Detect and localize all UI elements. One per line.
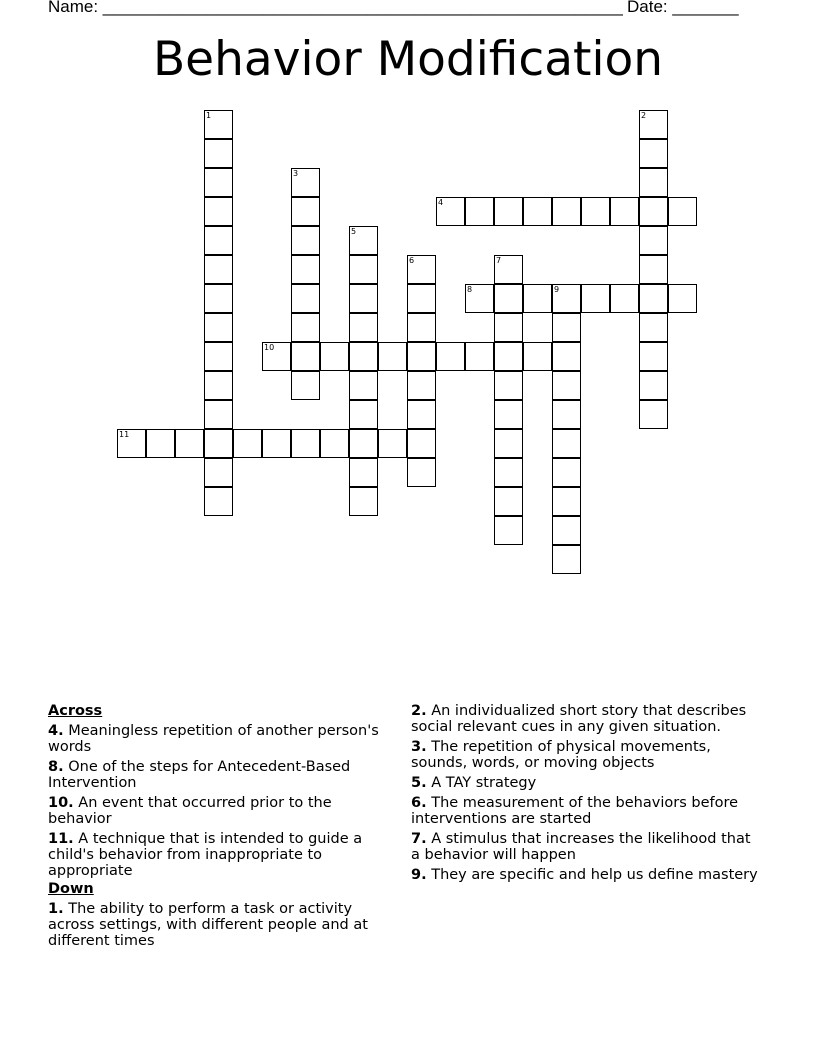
grid-cell[interactable] [204,139,233,168]
grid-cell[interactable] [494,342,523,371]
clue-number-label: 1 [206,111,212,120]
grid-cell[interactable] [523,197,552,226]
clue-down-6 [411,795,761,827]
grid-cell[interactable] [204,313,233,342]
grid-cell[interactable] [320,429,349,458]
grid-cell[interactable] [204,226,233,255]
grid-cell[interactable] [552,458,581,487]
grid-cell[interactable] [523,342,552,371]
clue-text: The ability to perform a task or activity across settings, with different people and at different times [48,901,368,949]
clue-number-label: 6 [409,256,415,265]
clue-number-label: 2 [641,111,647,120]
puzzle-title: Behavior Modification [152,32,664,87]
clue-number: 6. [411,795,427,811]
clue-down-5 [411,775,761,791]
grid-cell[interactable] [349,400,378,429]
clue-text: An event that occurred prior to the behavior [48,795,332,827]
clue-across-8 [48,759,393,791]
grid-cell[interactable] [291,255,320,284]
clue-number: 5. [411,775,427,791]
grid-cell[interactable] [349,371,378,400]
grid-cell[interactable] [639,110,668,139]
clue-down-9 [411,867,761,883]
grid-cell[interactable] [262,342,291,371]
grid-cell[interactable] [465,342,494,371]
grid-cell[interactable] [639,342,668,371]
grid-cell[interactable] [523,284,552,313]
grid-cell[interactable] [552,371,581,400]
grid-cell[interactable] [291,371,320,400]
grid-cell[interactable] [407,284,436,313]
name-line: Name: _______________________________________________________ [48,0,623,16]
clue-text: A TAY strategy [431,775,537,791]
grid-cell[interactable] [204,429,233,458]
clue-number-label: 8 [467,285,473,294]
grid-cell[interactable] [465,197,494,226]
clues-right-column [411,703,761,887]
grid-cell[interactable] [494,371,523,400]
grid-cell[interactable] [552,313,581,342]
grid-cell[interactable] [204,168,233,197]
clue-number-label: 7 [496,256,502,265]
grid-cell[interactable] [291,284,320,313]
grid-cell[interactable] [407,458,436,487]
clue-text: The measurement of the behaviors before interventions are started [411,795,739,827]
grid-cell[interactable] [407,400,436,429]
grid-cell[interactable] [610,284,639,313]
date-line: Date: _______ [627,0,739,16]
grid-cell[interactable] [291,168,320,197]
grid-cell[interactable] [552,197,581,226]
clue-down-3 [411,739,761,771]
clue-number: 7. [411,831,427,847]
clue-text: The repetition of physical movements, sounds, words, or moving objects [411,739,711,771]
clue-number: 11. [48,831,74,847]
clue-text: They are specific and help us define mastery [431,867,758,883]
grid-cell[interactable] [407,371,436,400]
grid-cell[interactable] [349,429,378,458]
grid-cell[interactable] [494,284,523,313]
grid-cell[interactable] [291,313,320,342]
grid-cell[interactable] [407,342,436,371]
grid-cell[interactable] [407,429,436,458]
grid-cell[interactable] [320,342,349,371]
grid-cell[interactable] [552,284,581,313]
grid-cell[interactable] [639,313,668,342]
clue-number: 10. [48,795,74,811]
grid-cell[interactable] [639,371,668,400]
grid-cell[interactable] [639,226,668,255]
grid-cell[interactable] [349,284,378,313]
grid-cell[interactable] [262,429,291,458]
grid-cell[interactable] [117,429,146,458]
grid-cell[interactable] [204,400,233,429]
grid-cell[interactable] [349,458,378,487]
grid-cell[interactable] [349,487,378,516]
grid-cell[interactable] [291,429,320,458]
grid-cell[interactable] [146,429,175,458]
grid-cell[interactable] [639,284,668,313]
grid-cell[interactable] [349,342,378,371]
grid-cell[interactable] [204,197,233,226]
grid-cell[interactable] [552,545,581,574]
grid-cell[interactable] [407,255,436,284]
grid-cell[interactable] [291,226,320,255]
grid-cell[interactable] [204,487,233,516]
grid-cell[interactable] [291,197,320,226]
clues-left-column [48,703,393,953]
grid-cell[interactable] [668,284,697,313]
clue-text: A technique that is intended to guide a child's behavior from inappropriate to appropriate [48,831,363,879]
grid-cell[interactable] [494,255,523,284]
grid-cell[interactable] [668,197,697,226]
clue-down-2 [411,703,761,735]
grid-cell[interactable] [349,226,378,255]
clue-down-1 [48,901,393,949]
grid-cell[interactable] [639,168,668,197]
grid-cell[interactable] [494,429,523,458]
across-heading: Across [48,703,103,719]
grid-cell[interactable] [378,429,407,458]
clue-text: One of the steps for Antecedent-Based Intervention [48,759,351,791]
clue-number: 2. [411,703,427,719]
grid-cell[interactable] [494,458,523,487]
clue-text: An individualized short story that describes social relevant cues in any given situation. [411,703,747,735]
clue-across-11 [48,831,393,879]
clue-number-label: 4 [438,198,444,207]
grid-cell[interactable] [436,197,465,226]
grid-cell[interactable] [552,400,581,429]
grid-cell[interactable] [639,139,668,168]
clue-number-label: 11 [119,430,130,439]
grid-cell[interactable] [639,400,668,429]
clue-number: 9. [411,867,427,883]
grid-cell[interactable] [494,516,523,545]
clue-number-label: 10 [264,343,275,352]
grid-cell[interactable] [233,429,262,458]
grid-cell[interactable] [204,284,233,313]
clue-text: A stimulus that increases the likelihood that a behavior will happen [411,831,751,863]
grid-cell[interactable] [494,197,523,226]
grid-cell[interactable] [552,516,581,545]
grid-cell[interactable] [494,313,523,342]
clue-text: Meaningless repetition of another person's words [48,723,379,755]
grid-cell[interactable] [204,255,233,284]
clue-number-label: 3 [293,169,299,178]
grid-cell[interactable] [204,371,233,400]
grid-cell[interactable] [639,197,668,226]
grid-cell[interactable] [552,487,581,516]
grid-cell[interactable] [436,342,465,371]
grid-cell[interactable] [581,284,610,313]
grid-cell[interactable] [465,284,494,313]
clue-down-7 [411,831,761,863]
grid-cell[interactable] [291,342,320,371]
grid-cell[interactable] [378,342,407,371]
clue-across-10 [48,795,393,827]
clue-number: 3. [411,739,427,755]
grid-cell[interactable] [552,429,581,458]
grid-cell[interactable] [349,313,378,342]
grid-cell[interactable] [639,255,668,284]
clue-number: 1. [48,901,64,917]
grid-cell[interactable] [204,458,233,487]
clue-across-4 [48,723,393,755]
grid-cell[interactable] [204,110,233,139]
grid-cell[interactable] [610,197,639,226]
clue-number: 4. [48,723,64,739]
grid-cell[interactable] [175,429,204,458]
grid-cell[interactable] [494,487,523,516]
grid-cell[interactable] [552,342,581,371]
clue-number-label: 5 [351,227,357,236]
grid-cell[interactable] [349,255,378,284]
grid-cell[interactable] [407,313,436,342]
grid-cell[interactable] [581,197,610,226]
down-heading: Down [48,881,94,897]
grid-cell[interactable] [494,400,523,429]
clue-number-label: 9 [554,285,560,294]
clue-number: 8. [48,759,64,775]
grid-cell[interactable] [204,342,233,371]
